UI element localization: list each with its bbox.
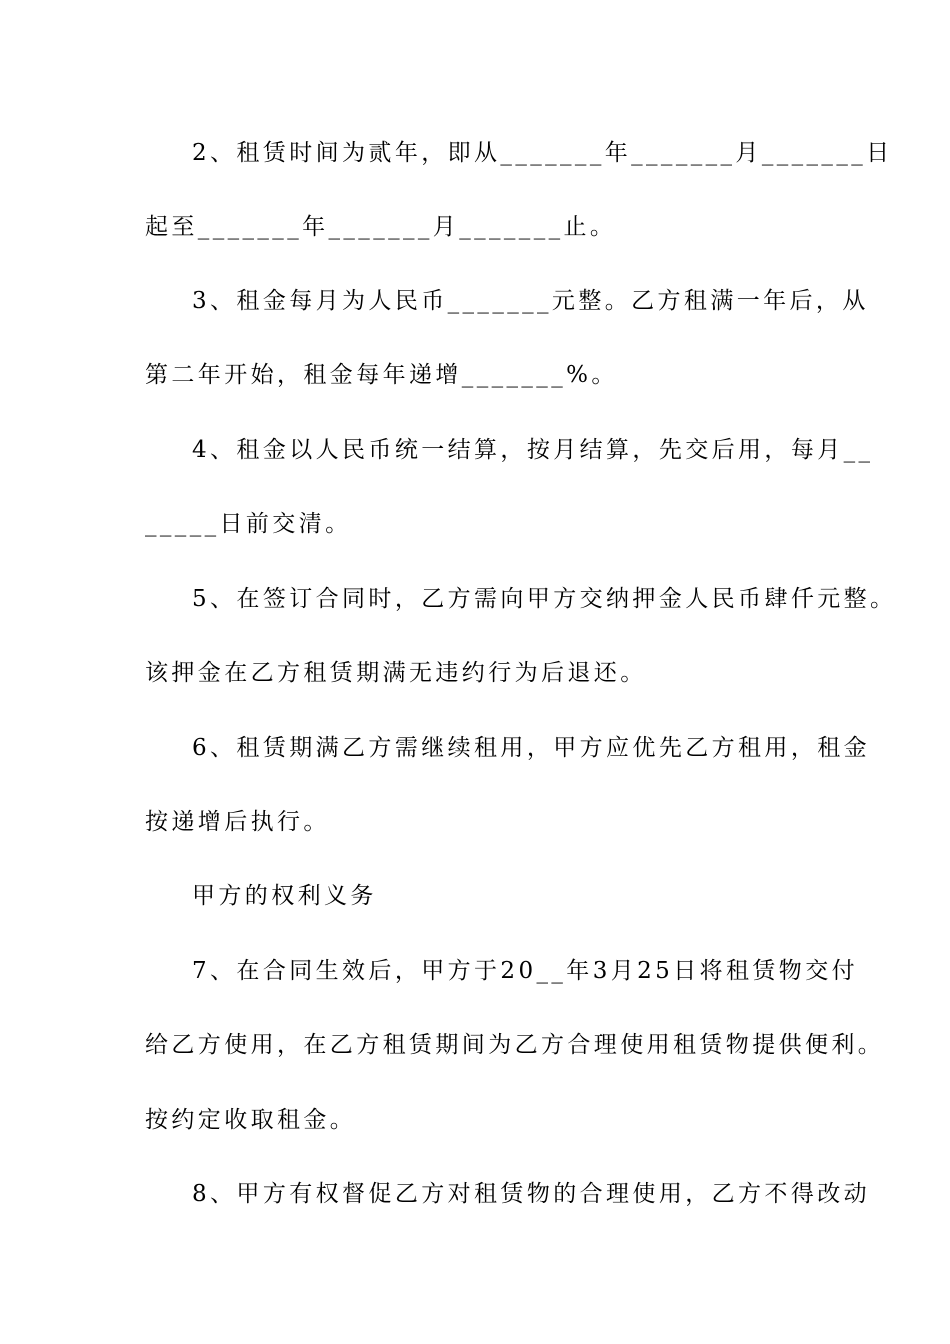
clause-3-line-1: 3、租金每月为人民币_______元整。乙方租满一年后，从 bbox=[192, 288, 869, 314]
clause-4-line-1: 4、租金以人民币统一结算，按月结算，先交后用，每月__ bbox=[192, 437, 874, 463]
clause-7-line-1: 7、在合同生效后，甲方于20__年3月25日将租赁物交付 bbox=[192, 958, 858, 984]
clause-8-line-1: 8、甲方有权督促乙方对租赁物的合理使用，乙方不得改动 bbox=[192, 1181, 871, 1207]
clause-3-line-2: 第二年开始，租金每年递增_______%。 bbox=[145, 362, 618, 388]
clause-2-line-2: 起至_______年_______月_______止。 bbox=[145, 214, 617, 240]
clause-7-line-2: 给乙方使用，在乙方租赁期间为乙方合理使用租赁物提供便利。 bbox=[145, 1032, 885, 1058]
section-heading: 甲方的权利义务 bbox=[192, 883, 377, 909]
clause-5-line-1: 5、在签订合同时，乙方需向甲方交纳押金人民币肆仟元整。 bbox=[192, 586, 897, 612]
clause-6-line-1: 6、租赁期满乙方需继续租用，甲方应优先乙方租用，租金 bbox=[192, 735, 871, 761]
clause-7-line-3: 按约定收取租金。 bbox=[145, 1107, 357, 1133]
clause-4-line-2: _____日前交清。 bbox=[145, 511, 352, 537]
clause-2-line-1: 2、租赁时间为贰年，即从_______年_______月_______日 bbox=[192, 140, 893, 166]
clause-5-line-2: 该押金在乙方租赁期满无违约行为后退还。 bbox=[145, 660, 647, 686]
clause-6-line-2: 按递增后执行。 bbox=[145, 809, 330, 835]
